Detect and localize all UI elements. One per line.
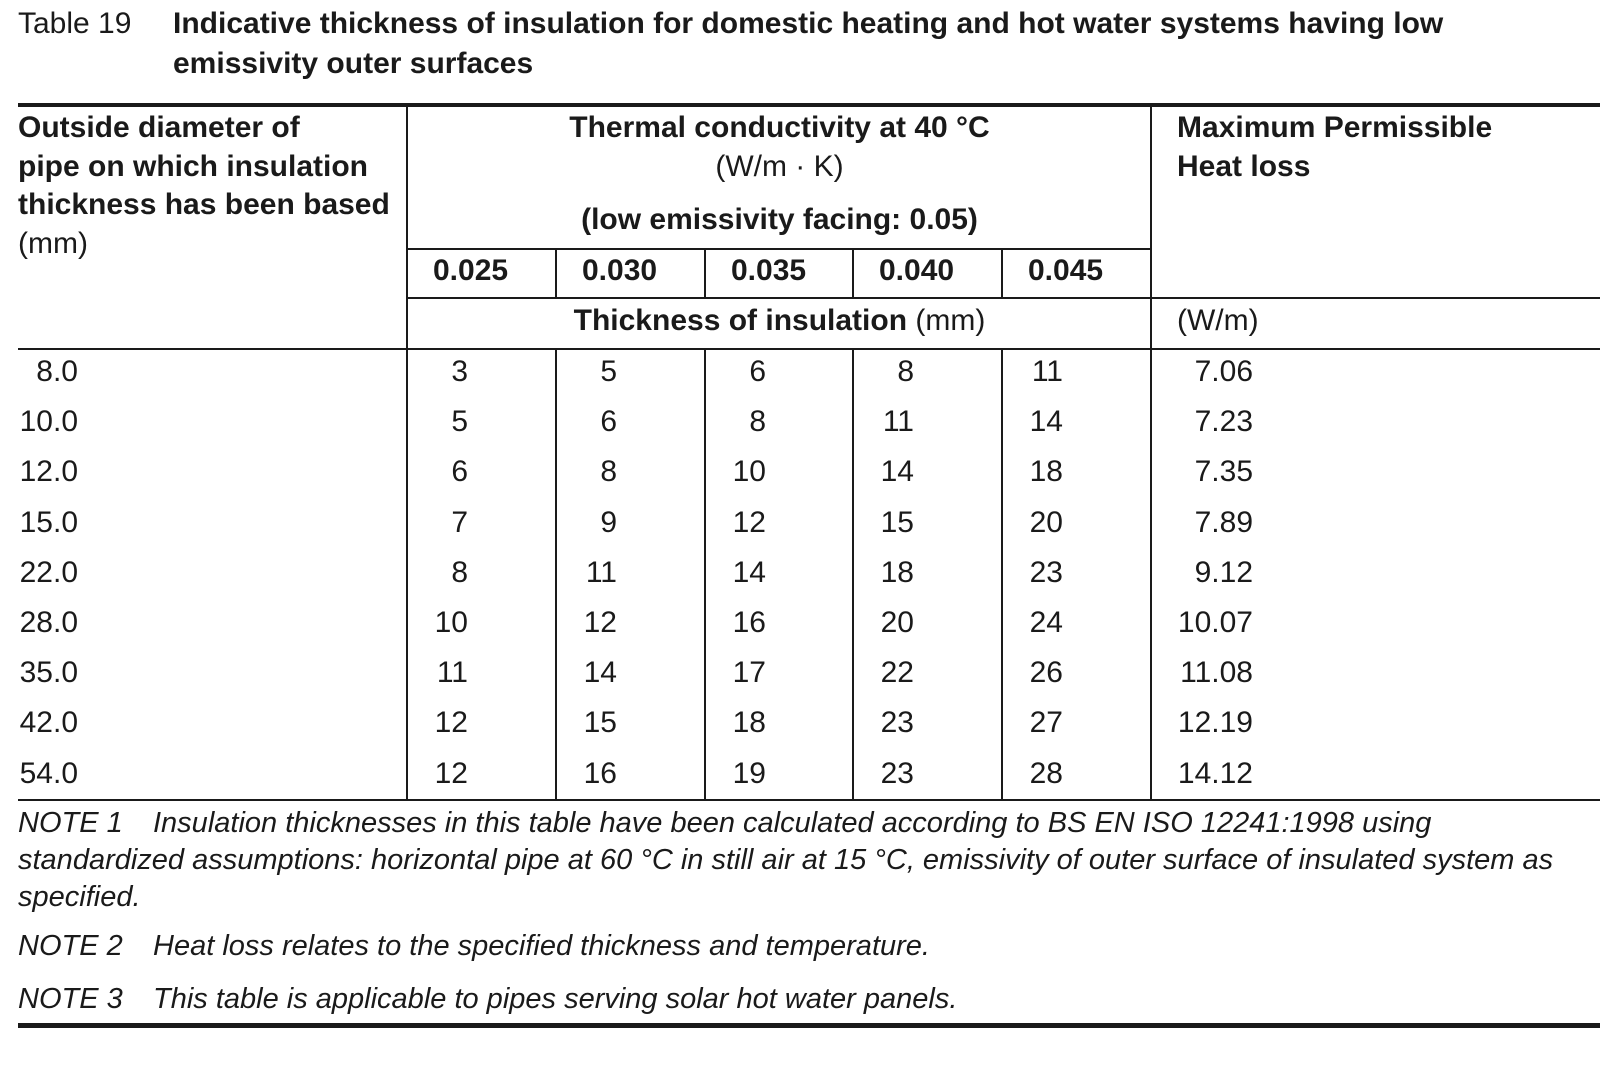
- thickness-cell: 23: [880, 757, 914, 790]
- conductivity-divider: [408, 248, 1151, 250]
- thickness-cell: 18: [1029, 455, 1063, 488]
- thickness-cell: 11: [882, 405, 914, 438]
- thickness-cell: 12: [732, 506, 766, 539]
- diameter-cell: 54.0: [19, 757, 78, 790]
- thickness-cell: 7: [451, 506, 468, 539]
- thickness-cell: 15: [880, 506, 914, 539]
- thickness-cell: 17: [732, 656, 766, 689]
- thickness-cell: 28: [1029, 757, 1063, 790]
- thickness-cell: 22: [880, 656, 914, 689]
- conductivity-value: 0.040: [879, 254, 955, 287]
- thickness-cell: 8: [749, 405, 766, 438]
- note-text: Insulation thicknesses in this table have been calculated according to BS EN ISO 12241:1998 using standardized assumptions: horizontal pipe at 60 °C in still air at 15 °C, emissivity of outer surface of insulated system as specified.: [18, 807, 1554, 913]
- col-divider-2: [555, 249, 557, 298]
- note-3: [18, 981, 1593, 1018]
- thickness-cell: 6: [749, 355, 766, 388]
- note-1: [18, 805, 1593, 916]
- thickness-cell: 16: [583, 757, 617, 790]
- thickness-cell: 6: [600, 405, 617, 438]
- thickness-cell: 14: [1029, 405, 1063, 438]
- thickness-cell: 11: [436, 656, 468, 689]
- thickness-cell: 19: [732, 757, 766, 790]
- diameter-cell: 12.0: [19, 455, 78, 488]
- header-divider-1: [408, 297, 1600, 299]
- thickness-cell: 16: [732, 606, 766, 639]
- col-divider-5: [1001, 249, 1003, 298]
- heatloss-cell: 7.89: [1194, 506, 1253, 539]
- col-divider-4: [852, 249, 854, 298]
- conductivity-value: 0.035: [731, 254, 807, 287]
- diameter-header-line: pipe on which insulation: [18, 150, 368, 183]
- table-title: Indicative thickness of insulation for domestic heating and hot water systems having low emissivity outer surfaces: [173, 7, 1444, 80]
- diameter-cell: 15.0: [19, 506, 78, 539]
- thickness-cell: 8: [897, 355, 914, 388]
- thickness-cell: 12: [434, 757, 468, 790]
- diameter-cell: 10.0: [19, 405, 78, 438]
- thickness-cell: 5: [451, 405, 468, 438]
- conductivity-header: Thermal conductivity at 40 °C: [569, 111, 990, 144]
- thickness-cell: 23: [880, 706, 914, 739]
- page-bottom-rule: [18, 1023, 1600, 1028]
- heatloss-cell: 11.08: [1180, 656, 1253, 689]
- thickness-cell: 12: [434, 706, 468, 739]
- thickness-unit: (mm): [915, 304, 986, 337]
- thickness-label: Thickness of insulation: [573, 304, 908, 337]
- conductivity-value: 0.030: [582, 254, 658, 287]
- thickness-cell: 15: [583, 706, 617, 739]
- thickness-cell: 14: [732, 556, 766, 589]
- note-2: [18, 928, 1593, 965]
- thickness-cell: 26: [1029, 656, 1063, 689]
- facing-note: (low emissivity facing: 0.05): [581, 203, 978, 236]
- heatloss-cell: 12.19: [1177, 706, 1253, 739]
- table-bottom-rule: [18, 799, 1600, 801]
- conductivity-unit: (W/m · K): [715, 150, 844, 183]
- thickness-cell: 3: [451, 355, 468, 388]
- heatloss-unit: (W/m): [1177, 304, 1259, 337]
- note-label: NOTE 2: [18, 930, 123, 962]
- thickness-cell: 10: [434, 606, 468, 639]
- table-number: Table 19: [18, 7, 132, 40]
- thickness-cell: 12: [583, 606, 617, 639]
- diameter-header-line: thickness has been based: [18, 188, 390, 221]
- thickness-cell: 18: [732, 706, 766, 739]
- thickness-cell: 5: [600, 355, 617, 388]
- thickness-cell: 24: [1029, 606, 1063, 639]
- col-divider-3: [704, 249, 706, 298]
- thickness-cell: 23: [1029, 556, 1063, 589]
- thickness-cell: 27: [1029, 706, 1063, 739]
- thickness-cell: 8: [451, 556, 468, 589]
- conductivity-value: 0.045: [1028, 254, 1104, 287]
- thickness-cell: 11: [585, 556, 617, 589]
- diameter-header-line: Outside diameter of: [18, 111, 300, 144]
- top-rule: [18, 103, 1600, 107]
- thickness-subheader: [408, 301, 1151, 341]
- note-text: This table is applicable to pipes serving solar hot water panels.: [153, 983, 958, 1015]
- thickness-cell: 11: [1031, 355, 1063, 388]
- note-label: NOTE 3: [18, 983, 123, 1015]
- thickness-cell: 20: [880, 606, 914, 639]
- thickness-cell: 6: [451, 455, 468, 488]
- thickness-cell: 9: [600, 506, 617, 539]
- header-bottom-rule: [18, 348, 1600, 350]
- heatloss-cell: 7.23: [1194, 405, 1253, 438]
- thickness-cell: 20: [1029, 506, 1063, 539]
- note-label: NOTE 1: [18, 807, 123, 839]
- heatloss-cell: 7.06: [1194, 355, 1253, 388]
- thickness-cell: 14: [583, 656, 617, 689]
- heatloss-cell: 7.35: [1194, 455, 1253, 488]
- diameter-cell: 35.0: [19, 656, 78, 689]
- thickness-cell: 14: [880, 455, 914, 488]
- heatloss-header-line: Maximum Permissible: [1177, 111, 1493, 144]
- diameter-cell: 28.0: [19, 606, 78, 639]
- thickness-cell: 10: [732, 455, 766, 488]
- conductivity-value: 0.025: [433, 254, 509, 287]
- heatloss-cell: 14.12: [1177, 757, 1253, 790]
- heatloss-cell: 9.12: [1194, 556, 1253, 589]
- diameter-cell: 42.0: [19, 706, 78, 739]
- thickness-cell: 8: [600, 455, 617, 488]
- heatloss-cell: 10.07: [1177, 606, 1253, 639]
- heatloss-header-line: Heat loss: [1177, 150, 1311, 183]
- diameter-cell: 22.0: [19, 556, 78, 589]
- diameter-cell: 8.0: [36, 355, 78, 388]
- note-text: Heat loss relates to the specified thickness and temperature.: [153, 930, 930, 962]
- diameter-header-unit: (mm): [18, 227, 88, 260]
- thickness-cell: 18: [880, 556, 914, 589]
